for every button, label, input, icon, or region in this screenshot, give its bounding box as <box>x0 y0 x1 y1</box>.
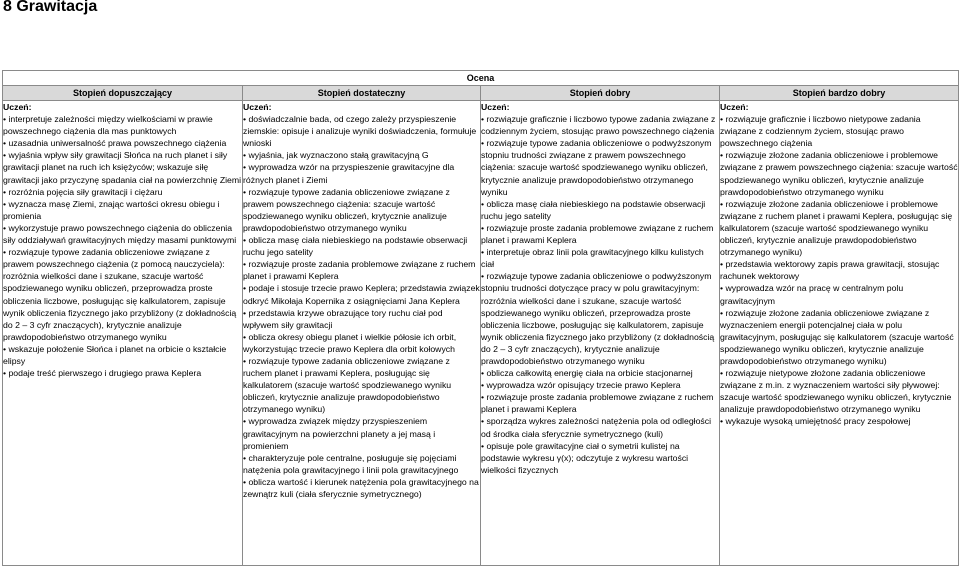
criterion-item: • oblicza wartość i kierunek natężenia pola grawitacyjnego na zewnątrz kuli (ciała sferycznie symetrycznego) <box>243 476 480 500</box>
criterion-item: • wyznacza masę Ziemi, znając wartości okresu obiegu i promienia <box>3 198 242 222</box>
criterion-item: • interpretuje obraz linii pola grawitacyjnego kilku kulistych ciał <box>481 246 719 270</box>
criteria-cell-dopuszczajacy <box>3 101 243 566</box>
criterion-item: • oblicza okresy obiegu planet i wielkie półosie ich orbit, wykorzystując trzecie prawo Keplera dla orbit kołowych <box>243 331 480 355</box>
criterion-item: • charakteryzuje pole centralne, posługuje się pojęciami natężenia pola grawitacyjnego i linii pola grawitacyjnego <box>243 452 480 476</box>
criterion-item: • rozwiązuje złożone zadania obliczeniowe i problemowe związane z ruchem planet i prawami Keplera, posługując się kalkulatorem (szacuje wartość spodziewanego wyniku obliczeń, krytycznie analizuje prawdopodobieństwo otrzymanego wyniku) <box>720 198 958 258</box>
criterion-item: • rozwiązuje typowe zadania obliczeniowe związane z prawem powszechnego ciążenia: szacuje wartość spodziewanego wyniku obliczeń, krytycznie analizuje prawdopodobieństwo otrzymanego wyniku <box>243 186 480 234</box>
criterion-item: • rozwiązuje proste zadania problemowe związane z ruchem planet i prawami Keplera <box>481 391 719 415</box>
criterion-item: • wykazuje wysoką umiejętność pracy zespołowej <box>720 415 958 427</box>
criterion-item: • doświadczalnie bada, od czego zależy przyspieszenie ziemskie: opisuje i analizuje wyniki doświadczenia, formułuje wnioski <box>243 113 480 149</box>
student-label: Uczeń: <box>243 102 272 112</box>
criterion-item: • rozwiązuje nietypowe złożone zadania obliczeniowe związane z m.in. z wyznaczeniem wartości siły pływowej: szacuje wartość spodziewanego wyniku obliczeń, krytycznie analizuje prawdopodobieństwo otrzymanego wyniku <box>720 367 958 415</box>
level-header-row <box>3 86 959 101</box>
criterion-item: • oblicza masę ciała niebieskiego na podstawie obserwacji ruchu jego satelity <box>481 198 719 222</box>
criterion-item: • wyprowadza związek między przyspieszeniem grawitacyjnym na powierzchni planety a jej masą i promieniem <box>243 415 480 451</box>
table-header-row <box>3 71 959 86</box>
criteria-list <box>720 113 958 427</box>
criterion-item: • wyprowadza wzór na pracę w centralnym polu grawitacyjnym <box>720 282 958 306</box>
table-header-ocena: Ocena <box>3 71 959 86</box>
criterion-item: • oblicza masę ciała niebieskiego na podstawie obserwacji ruchu jego satelity <box>243 234 480 258</box>
criterion-item: • rozróżnia pojęcia siły grawitacji i ciężaru <box>3 186 242 198</box>
criterion-item: • rozwiązuje typowe zadania obliczeniowe o podwyższonym stopniu trudności dotyczące pracy w polu grawitacyjnym: rozróżnia wielkości dane i szukane, szacuje wartość spodziewanego wyniku obliczeń, przeprowadza proste obliczenia liczbowe, posługując się kalkulatorem, zapisuje wynik obliczenia fizycznego jako przybliżony (z dokładnością do 2 – 3 cyfr znaczących), krytycznie analizuje prawdopodobieństwo otrzymanego wyniku <box>481 270 719 367</box>
criteria-row <box>3 101 959 566</box>
criteria-cell-dostateczny <box>243 101 481 566</box>
criterion-item: • uzasadnia uniwersalność prawa powszechnego ciążenia <box>3 137 242 149</box>
criterion-item: • wyprowadza wzór na przyspieszenie grawitacyjne dla różnych planet i Ziemi <box>243 161 480 185</box>
criterion-item: • rozwiązuje typowe zadania obliczeniowe o podwyższonym stopniu trudności związane z prawem powszechnego ciążenia: szacuje wartość spodziewanego wyniku obliczeń, krytycznie analizuje prawdopodobieństwo otrzymanego wyniku <box>481 137 719 197</box>
criteria-cell-bardzo-dobry <box>720 101 959 566</box>
student-label: Uczeń: <box>481 102 510 112</box>
criterion-item: • przedstawia krzywe obrazujące tory ruchu ciał pod wpływem siły grawitacji <box>243 307 480 331</box>
criterion-item: • wykorzystuje prawo powszechnego ciążenia do obliczenia siły oddziaływań grawitacyjnych między masami punktowymi <box>3 222 242 246</box>
criterion-item: • rozwiązuje typowe zadania obliczeniowe związane z prawem powszechnego ciążenia (z pomocą nauczyciela): rozróżnia wielkości dane i szukane, szacuje wartość spodziewanego wyniku obliczeń, przeprowadza proste obliczenia liczbowe, posługując się kalkulatorem, zapisuje wynik obliczenia fizycznego jako przybliżony (z dokładnością do 2 – 3 cyfr znaczących), krytycznie analizuje prawdopodobieństwo otrzymanego wyniku <box>3 246 242 343</box>
student-label: Uczeń: <box>3 102 32 112</box>
level-header-dostateczny: Stopień dostateczny <box>243 86 481 101</box>
level-header-dopuszczajacy: Stopień dopuszczający <box>3 86 243 101</box>
criterion-item: • rozwiązuje graficznie i liczbowo typowe zadania związane z codziennym życiem, stosując prawo powszechnego ciążenia <box>481 113 719 137</box>
criteria-cell-dobry <box>481 101 720 566</box>
criterion-item: • oblicza całkowitą energię ciała na orbicie stacjonarnej <box>481 367 719 379</box>
criterion-item: • rozwiązuje proste zadania problemowe związane z ruchem planet i prawami Keplera <box>481 222 719 246</box>
level-header-bardzo-dobry: Stopień bardzo dobry <box>720 86 959 101</box>
student-label: Uczeń: <box>720 102 749 112</box>
criterion-item: • wyjaśnia wpływ siły grawitacji Słońca na ruch planet i siły grawitacji planet na ruch ich księżyców; wskazuje siłę grawitacji jako przyczynę spadania ciał na powierzchnię Ziemi <box>3 149 242 185</box>
level-header-dobry: Stopień dobry <box>481 86 720 101</box>
criterion-item: • podaje treść pierwszego i drugiego prawa Keplera <box>3 367 242 379</box>
criterion-item: • wyjaśnia, jak wyznaczono stałą grawitacyjną G <box>243 149 480 161</box>
criterion-item: • podaje i stosuje trzecie prawo Keplera; przedstawia związek odkryć Mikołaja Kopernika z osiągnięciami Jana Keplera <box>243 282 480 306</box>
criterion-item: • rozwiązuje proste zadania problemowe związane z ruchem planet i prawami Keplera <box>243 258 480 282</box>
criteria-list <box>243 113 480 500</box>
criterion-item: • rozwiązuje złożone zadania obliczeniowe i problemowe związane z prawem powszechnego ciążenia: szacuje wartość spodziewanego wyniku obliczeń, krytycznie analizuje prawdopodobieństwo otrzymanego wyniku <box>720 149 958 197</box>
criterion-item: • opisuje pole grawitacyjne ciał o symetrii kulistej na podstawie wykresu γ(x); odczytuje z wykresu wartości wielkości fizycznych <box>481 440 719 476</box>
grading-criteria-table <box>2 70 959 566</box>
criterion-item: • rozwiązuje złożone zadania obliczeniowe związane z wyznaczeniem energii potencjalnej ciała w polu grawitacyjnym, posługując się kalkulatorem (szacuje wartość spodziewanego wyniku obliczeń, krytycznie analizuje prawdopodobieństwo otrzymanego wyniku) <box>720 307 958 367</box>
criteria-list <box>481 113 719 476</box>
criterion-item: • wskazuje położenie Słońca i planet na orbicie o kształcie elipsy <box>3 343 242 367</box>
criterion-item: • przedstawia wektorowy zapis prawa grawitacji, stosując rachunek wektorowy <box>720 258 958 282</box>
criterion-item: • interpretuje zależności między wielkościami w prawie powszechnego ciążenia dla mas punktowych <box>3 113 242 137</box>
criterion-item: • sporządza wykres zależności natężenia pola od odległości od środka ciała sferycznie symetrycznego (kuli) <box>481 415 719 439</box>
criterion-item: • wyprowadza wzór opisujący trzecie prawo Keplera <box>481 379 719 391</box>
criterion-item: • rozwiązuje graficznie i liczbowo nietypowe zadania związane z codziennym życiem, stosując prawo powszechnego ciążenia <box>720 113 958 149</box>
criterion-item: • rozwiązuje typowe zadania obliczeniowe związane z ruchem planet i prawami Keplera, posługując się kalkulatorem (szacuje wartość spodziewanego wyniku obliczeń, krytycznie analizuje prawdopodobieństwo otrzymanego wyniku) <box>243 355 480 415</box>
criteria-list <box>3 113 242 379</box>
page-title: 8 Grawitacja <box>3 0 98 15</box>
